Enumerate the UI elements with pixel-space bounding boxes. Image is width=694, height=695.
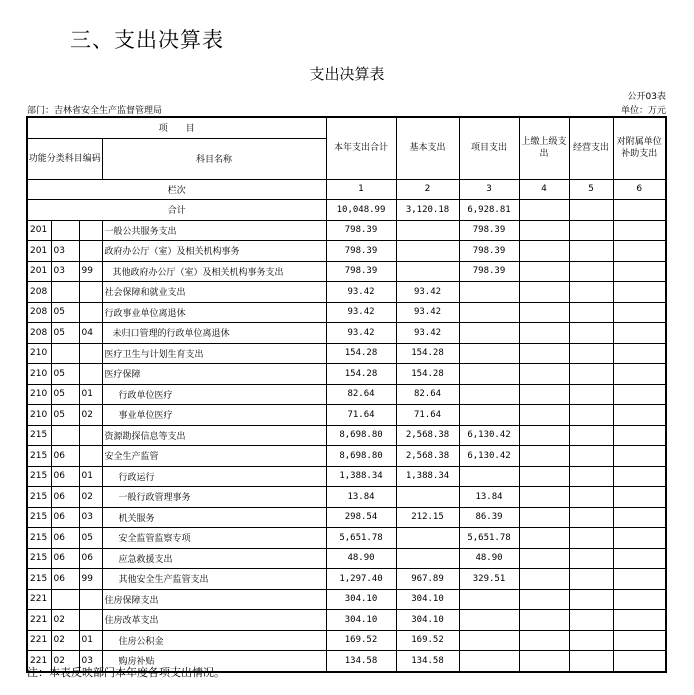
code-item: 03 <box>79 651 102 672</box>
code-item <box>79 610 102 631</box>
value-col-4 <box>519 507 569 528</box>
total-value-5 <box>569 200 613 221</box>
unit-label: 单位：万元 <box>620 106 666 116</box>
subject-name: 住房保障支出 <box>102 589 326 610</box>
code-section: 02 <box>51 610 79 631</box>
value-col-3: 5,651.78 <box>459 528 519 549</box>
value-col-4 <box>519 405 569 426</box>
form-code: 公开03表 <box>627 92 666 102</box>
value-col-4 <box>519 446 569 467</box>
department-label: 部门：吉林省安全生产监督管理局 <box>27 106 163 116</box>
value-col-1: 8,698.80 <box>326 425 396 446</box>
value-col-1: 13.84 <box>326 487 396 508</box>
value-col-6 <box>613 446 666 467</box>
value-col-1: 48.90 <box>326 548 396 569</box>
code-class: 221 <box>27 630 51 651</box>
code-class: 210 <box>27 405 51 426</box>
code-class: 215 <box>27 548 51 569</box>
subject-name: 一般行政管理事务 <box>102 487 326 508</box>
code-item: 01 <box>79 384 102 405</box>
value-col-2 <box>396 241 459 262</box>
table-row <box>27 302 666 323</box>
subject-name: 未归口管理的行政单位离退休 <box>102 323 326 344</box>
value-col-4 <box>519 220 569 241</box>
value-col-6 <box>613 343 666 364</box>
value-col-5 <box>569 589 613 610</box>
value-col-5 <box>569 466 613 487</box>
value-col-5 <box>569 302 613 323</box>
code-item <box>79 425 102 446</box>
value-col-5 <box>569 261 613 282</box>
subject-name: 医疗卫生与计划生育支出 <box>102 343 326 364</box>
value-col-3 <box>459 364 519 385</box>
value-col-4 <box>519 241 569 262</box>
table-row <box>27 425 666 446</box>
header-row-1 <box>27 117 666 138</box>
table-row <box>27 610 666 631</box>
code-class: 215 <box>27 446 51 467</box>
code-section: 06 <box>51 507 79 528</box>
section-title: 三、支出决算表 <box>70 28 224 52</box>
code-section <box>51 220 79 241</box>
code-item <box>79 446 102 467</box>
value-col-5 <box>569 507 613 528</box>
value-col-6 <box>613 507 666 528</box>
value-col-6 <box>613 364 666 385</box>
code-class: 208 <box>27 302 51 323</box>
code-item <box>79 364 102 385</box>
value-col-6 <box>613 282 666 303</box>
value-col-1: 798.39 <box>326 261 396 282</box>
code-section <box>51 425 79 446</box>
code-class: 215 <box>27 487 51 508</box>
col-number-3: 3 <box>459 179 519 200</box>
code-item: 05 <box>79 528 102 549</box>
header-col-3: 项目支出 <box>459 117 519 179</box>
value-col-4 <box>519 364 569 385</box>
value-col-1: 798.39 <box>326 241 396 262</box>
value-col-2: 93.42 <box>396 302 459 323</box>
col-number-1: 1 <box>326 179 396 200</box>
value-col-5 <box>569 384 613 405</box>
code-item: 02 <box>79 405 102 426</box>
code-item: 06 <box>79 548 102 569</box>
value-col-4 <box>519 343 569 364</box>
value-col-1: 1,297.40 <box>326 569 396 590</box>
value-col-6 <box>613 323 666 344</box>
col-row-label: 栏次 <box>27 179 326 200</box>
value-col-3 <box>459 630 519 651</box>
value-col-2: 154.28 <box>396 364 459 385</box>
code-class: 215 <box>27 569 51 590</box>
subject-name: 安全监管监察专项 <box>102 528 326 549</box>
code-section: 06 <box>51 446 79 467</box>
code-item: 02 <box>79 487 102 508</box>
table-row <box>27 220 666 241</box>
code-class: 210 <box>27 384 51 405</box>
header-code: 功能分类科目编码 <box>27 138 102 179</box>
value-col-5 <box>569 323 613 344</box>
table-row <box>27 446 666 467</box>
value-col-5 <box>569 610 613 631</box>
subject-name: 住房公积金 <box>102 630 326 651</box>
subject-name: 行政单位医疗 <box>102 384 326 405</box>
code-section: 05 <box>51 405 79 426</box>
value-col-4 <box>519 282 569 303</box>
value-col-5 <box>569 446 613 467</box>
code-section: 06 <box>51 487 79 508</box>
table-row <box>27 241 666 262</box>
subject-name: 社会保障和就业支出 <box>102 282 326 303</box>
header-col-4: 上缴上级支出 <box>519 117 569 179</box>
value-col-6 <box>613 528 666 549</box>
header-col-6: 对附属单位补助支出 <box>613 117 666 179</box>
value-col-4 <box>519 589 569 610</box>
subject-name: 资源勘探信息等支出 <box>102 425 326 446</box>
subject-name: 医疗保障 <box>102 364 326 385</box>
code-class: 210 <box>27 343 51 364</box>
value-col-5 <box>569 343 613 364</box>
value-col-6 <box>613 651 666 672</box>
code-section: 05 <box>51 302 79 323</box>
value-col-6 <box>613 630 666 651</box>
code-section: 03 <box>51 261 79 282</box>
table-row <box>27 343 666 364</box>
value-col-1: 8,698.80 <box>326 446 396 467</box>
table-row <box>27 528 666 549</box>
value-col-4 <box>519 261 569 282</box>
value-col-2: 71.64 <box>396 405 459 426</box>
code-class: 215 <box>27 425 51 446</box>
value-col-4 <box>519 630 569 651</box>
code-class: 221 <box>27 610 51 631</box>
total-value-4 <box>519 200 569 221</box>
value-col-2: 1,388.34 <box>396 466 459 487</box>
value-col-2: 154.28 <box>396 343 459 364</box>
col-number-6: 6 <box>613 179 666 200</box>
code-section: 06 <box>51 528 79 549</box>
code-item <box>79 282 102 303</box>
value-col-6 <box>613 241 666 262</box>
value-col-3 <box>459 302 519 323</box>
code-class: 215 <box>27 466 51 487</box>
value-col-2: 82.64 <box>396 384 459 405</box>
code-class: 215 <box>27 528 51 549</box>
total-label: 合计 <box>27 200 326 221</box>
value-col-4 <box>519 487 569 508</box>
table-title: 支出决算表 <box>309 65 385 83</box>
value-col-1: 5,651.78 <box>326 528 396 549</box>
value-col-5 <box>569 220 613 241</box>
value-col-2 <box>396 548 459 569</box>
code-class: 208 <box>27 323 51 344</box>
table-row <box>27 405 666 426</box>
table-row <box>27 507 666 528</box>
code-item: 04 <box>79 323 102 344</box>
code-item <box>79 220 102 241</box>
value-col-5 <box>569 241 613 262</box>
value-col-3: 798.39 <box>459 241 519 262</box>
value-col-2 <box>396 261 459 282</box>
value-col-3 <box>459 466 519 487</box>
value-col-1: 154.28 <box>326 343 396 364</box>
total-value-3: 6,928.81 <box>459 200 519 221</box>
code-item: 01 <box>79 466 102 487</box>
value-col-3 <box>459 323 519 344</box>
value-col-6 <box>613 302 666 323</box>
value-col-4 <box>519 528 569 549</box>
col-number-2: 2 <box>396 179 459 200</box>
code-section: 06 <box>51 569 79 590</box>
subject-name: 事业单位医疗 <box>102 405 326 426</box>
value-col-4 <box>519 548 569 569</box>
code-section: 03 <box>51 241 79 262</box>
total-value-2: 3,120.18 <box>396 200 459 221</box>
value-col-2: 93.42 <box>396 282 459 303</box>
subject-name: 安全生产监管 <box>102 446 326 467</box>
code-section <box>51 343 79 364</box>
header-col-1: 本年支出合计 <box>326 117 396 179</box>
value-col-2: 967.89 <box>396 569 459 590</box>
value-col-3 <box>459 384 519 405</box>
code-class: 201 <box>27 261 51 282</box>
value-col-1: 82.64 <box>326 384 396 405</box>
header-col-5: 经营支出 <box>569 117 613 179</box>
value-col-1: 304.10 <box>326 589 396 610</box>
code-section: 05 <box>51 323 79 344</box>
column-number-row <box>27 179 666 200</box>
code-item: 03 <box>79 507 102 528</box>
subject-name: 应急救援支出 <box>102 548 326 569</box>
value-col-6 <box>613 589 666 610</box>
value-col-6 <box>613 548 666 569</box>
header-col-2: 基本支出 <box>396 117 459 179</box>
header-item: 项 目 <box>27 117 326 138</box>
code-item: 01 <box>79 630 102 651</box>
value-col-4 <box>519 466 569 487</box>
subject-name: 购房补贴 <box>102 651 326 672</box>
col-number-5: 5 <box>569 179 613 200</box>
value-col-6 <box>613 384 666 405</box>
expenditure-table <box>26 116 667 673</box>
subject-name: 政府办公厅（室）及相关机构事务 <box>102 241 326 262</box>
value-col-3: 6,130.42 <box>459 446 519 467</box>
code-class: 201 <box>27 241 51 262</box>
value-col-2 <box>396 220 459 241</box>
value-col-5 <box>569 487 613 508</box>
value-col-5 <box>569 651 613 672</box>
value-col-6 <box>613 220 666 241</box>
code-section <box>51 589 79 610</box>
table-row <box>27 548 666 569</box>
value-col-1: 154.28 <box>326 364 396 385</box>
value-col-1: 298.54 <box>326 507 396 528</box>
code-section <box>51 282 79 303</box>
subject-name: 其他安全生产监管支出 <box>102 569 326 590</box>
value-col-1: 169.52 <box>326 630 396 651</box>
value-col-1: 93.42 <box>326 282 396 303</box>
code-class: 221 <box>27 589 51 610</box>
value-col-5 <box>569 405 613 426</box>
code-section: 02 <box>51 651 79 672</box>
subject-name: 行政运行 <box>102 466 326 487</box>
value-col-2 <box>396 528 459 549</box>
code-item <box>79 241 102 262</box>
value-col-3: 86.39 <box>459 507 519 528</box>
code-section: 06 <box>51 548 79 569</box>
table-row <box>27 364 666 385</box>
value-col-3: 13.84 <box>459 487 519 508</box>
value-col-1: 304.10 <box>326 610 396 631</box>
value-col-3: 798.39 <box>459 220 519 241</box>
total-value-1: 10,048.99 <box>326 200 396 221</box>
subject-name: 行政事业单位离退休 <box>102 302 326 323</box>
code-section: 06 <box>51 466 79 487</box>
table-row <box>27 282 666 303</box>
table-row <box>27 487 666 508</box>
value-col-6 <box>613 466 666 487</box>
value-col-6 <box>613 569 666 590</box>
value-col-2: 134.58 <box>396 651 459 672</box>
value-col-5 <box>569 282 613 303</box>
subject-name: 一般公共服务支出 <box>102 220 326 241</box>
table-row <box>27 630 666 651</box>
subject-name: 住房改革支出 <box>102 610 326 631</box>
value-col-3: 6,130.42 <box>459 425 519 446</box>
value-col-5 <box>569 528 613 549</box>
code-class: 210 <box>27 364 51 385</box>
value-col-1: 71.64 <box>326 405 396 426</box>
value-col-6 <box>613 405 666 426</box>
table-row <box>27 466 666 487</box>
footnote: 注：本表反映部门本年度各项支出情况。 <box>27 666 225 679</box>
value-col-1: 798.39 <box>326 220 396 241</box>
code-class: 208 <box>27 282 51 303</box>
table-row <box>27 589 666 610</box>
code-class: 201 <box>27 220 51 241</box>
value-col-6 <box>613 610 666 631</box>
col-number-4: 4 <box>519 179 569 200</box>
table-row <box>27 569 666 590</box>
value-col-3 <box>459 610 519 631</box>
value-col-4 <box>519 651 569 672</box>
value-col-1: 134.58 <box>326 651 396 672</box>
value-col-5 <box>569 548 613 569</box>
value-col-2: 169.52 <box>396 630 459 651</box>
value-col-4 <box>519 425 569 446</box>
value-col-5 <box>569 569 613 590</box>
code-section: 05 <box>51 384 79 405</box>
value-col-6 <box>613 487 666 508</box>
code-section: 02 <box>51 630 79 651</box>
value-col-4 <box>519 384 569 405</box>
code-item <box>79 343 102 364</box>
total-row <box>27 200 666 221</box>
value-col-3 <box>459 282 519 303</box>
code-section: 05 <box>51 364 79 385</box>
value-col-3: 329.51 <box>459 569 519 590</box>
value-col-3 <box>459 343 519 364</box>
code-item <box>79 302 102 323</box>
value-col-4 <box>519 323 569 344</box>
value-col-3 <box>459 405 519 426</box>
value-col-2: 212.15 <box>396 507 459 528</box>
total-value-6 <box>613 200 666 221</box>
value-col-3: 798.39 <box>459 261 519 282</box>
code-item: 99 <box>79 569 102 590</box>
value-col-6 <box>613 425 666 446</box>
value-col-2: 304.10 <box>396 610 459 631</box>
value-col-3: 48.90 <box>459 548 519 569</box>
subject-name: 机关服务 <box>102 507 326 528</box>
value-col-6 <box>613 261 666 282</box>
code-item <box>79 589 102 610</box>
table-row <box>27 384 666 405</box>
value-col-3 <box>459 589 519 610</box>
value-col-2: 2,568.38 <box>396 425 459 446</box>
value-col-5 <box>569 425 613 446</box>
value-col-2: 2,568.38 <box>396 446 459 467</box>
value-col-5 <box>569 630 613 651</box>
value-col-2: 304.10 <box>396 589 459 610</box>
value-col-4 <box>519 569 569 590</box>
value-col-4 <box>519 610 569 631</box>
header-name: 科目名称 <box>102 138 326 179</box>
value-col-3 <box>459 651 519 672</box>
code-item: 99 <box>79 261 102 282</box>
value-col-1: 93.42 <box>326 323 396 344</box>
value-col-2 <box>396 487 459 508</box>
code-class: 221 <box>27 651 51 672</box>
value-col-1: 1,388.34 <box>326 466 396 487</box>
value-col-2: 93.42 <box>396 323 459 344</box>
value-col-5 <box>569 364 613 385</box>
table-row <box>27 323 666 344</box>
table-row <box>27 261 666 282</box>
code-class: 215 <box>27 507 51 528</box>
subject-name: 其他政府办公厅（室）及相关机构事务支出 <box>102 261 326 282</box>
value-col-4 <box>519 302 569 323</box>
value-col-1: 93.42 <box>326 302 396 323</box>
